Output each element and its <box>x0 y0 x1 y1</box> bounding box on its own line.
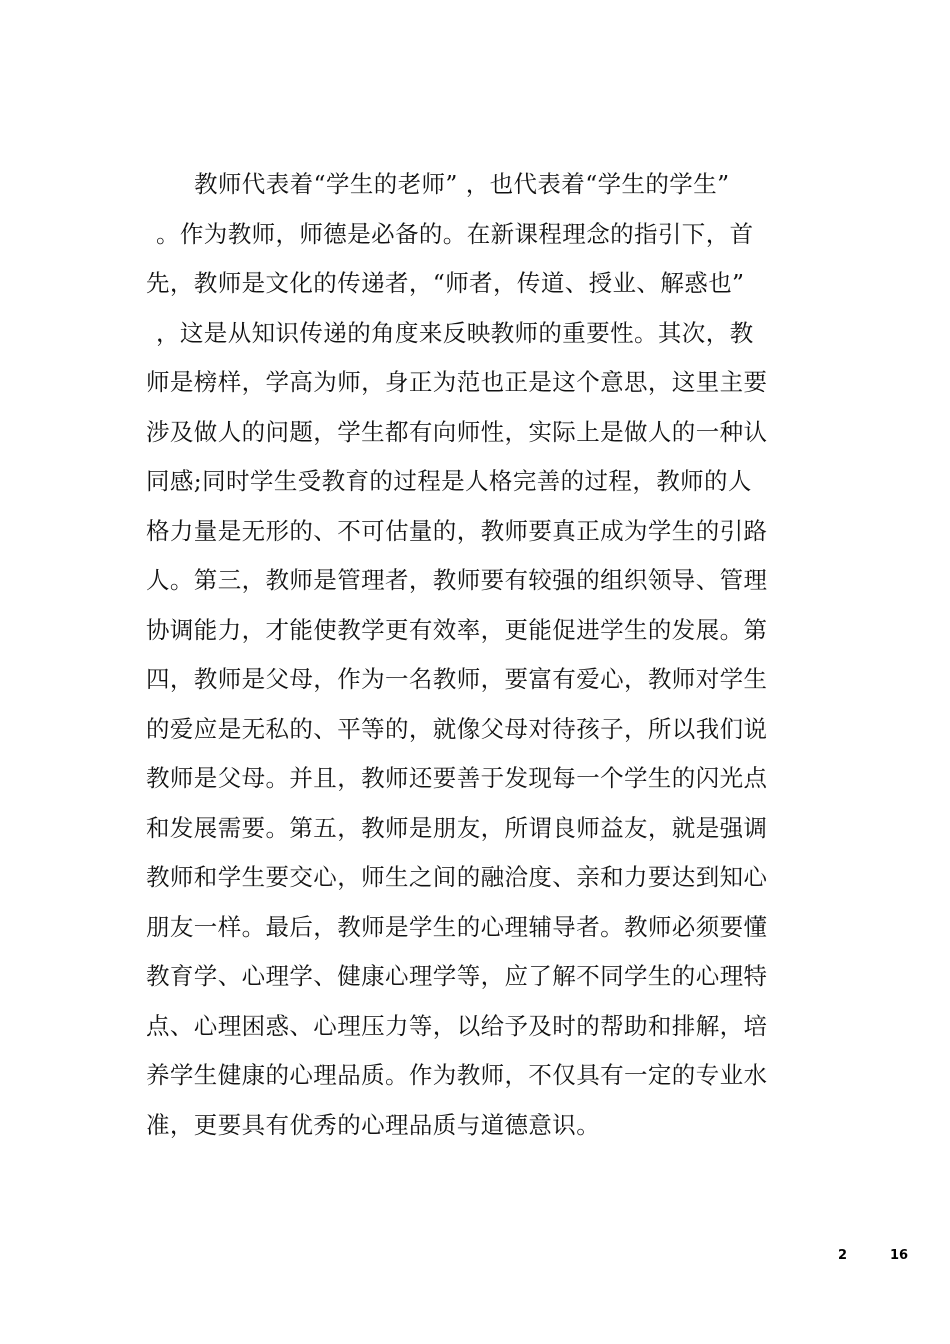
text-line: 教师是父母。并且，教师还要善于发现每一个学生的闪光点 <box>146 764 768 792</box>
page-number-current: 2 <box>838 1248 848 1263</box>
text-line: 协调能力，才能使教学更有效率，更能促进学生的发展。第 <box>146 615 768 644</box>
text-line: 教育学、心理学、健康心理学等，应了解不同学生的心理特 <box>146 962 768 990</box>
text-line: 朋友一样。最后，教师是学生的心理辅导者。教师必须要懂 <box>146 912 768 941</box>
text-line: 。作为教师，师德是必备的。在新课程理念的指引下，首 <box>156 219 754 248</box>
text-line: 准，更要具有优秀的心理品质与道德意识。 <box>146 1110 601 1139</box>
text-line: 教师和学生要交心，师生之间的融洽度、亲和力要达到知心 <box>146 863 768 891</box>
text-line: 格力量是无形的、不可估量的，教师要真正成为学生的引路 <box>146 516 768 545</box>
text-line: 和发展需要。第五，教师是朋友，所谓良师益友，就是强调 <box>146 813 768 842</box>
text-line: 师是榜样，学高为师，身正为范也正是这个意思，这里主要 <box>146 368 768 396</box>
text-line: 先，教师是文化的传递者，“师者，传道、授业、解惑也” <box>146 269 745 297</box>
body-text <box>146 160 816 1150</box>
text-line: 涉及做人的问题，学生都有向师性，实际上是做人的一种认 <box>146 417 768 446</box>
text-line: 养学生健康的心理品质。作为教师，不仅具有一定的专业水 <box>146 1061 768 1089</box>
text-line: 教师代表着“学生的老师” ，也代表着“学生的学生” <box>194 170 730 198</box>
text-line: 四，教师是父母，作为一名教师，要富有爱心，教师对学生 <box>146 665 768 693</box>
text-line: ，这是从知识传递的角度来反映教师的重要性。其次，教 <box>156 318 754 347</box>
page-number-total: 16 <box>890 1248 909 1263</box>
text-line: 同感;同时学生受教育的过程是人格完善的过程，教师的人 <box>146 467 752 495</box>
text-line: 的爱应是无私的、平等的，就像父母对待孩子，所以我们说 <box>146 714 768 743</box>
text-line: 点、心理困惑、心理压力等，以给予及时的帮助和排解，培 <box>146 1011 768 1040</box>
text-line: 人。第三，教师是管理者，教师要有较强的组织领导、管理 <box>146 566 768 594</box>
